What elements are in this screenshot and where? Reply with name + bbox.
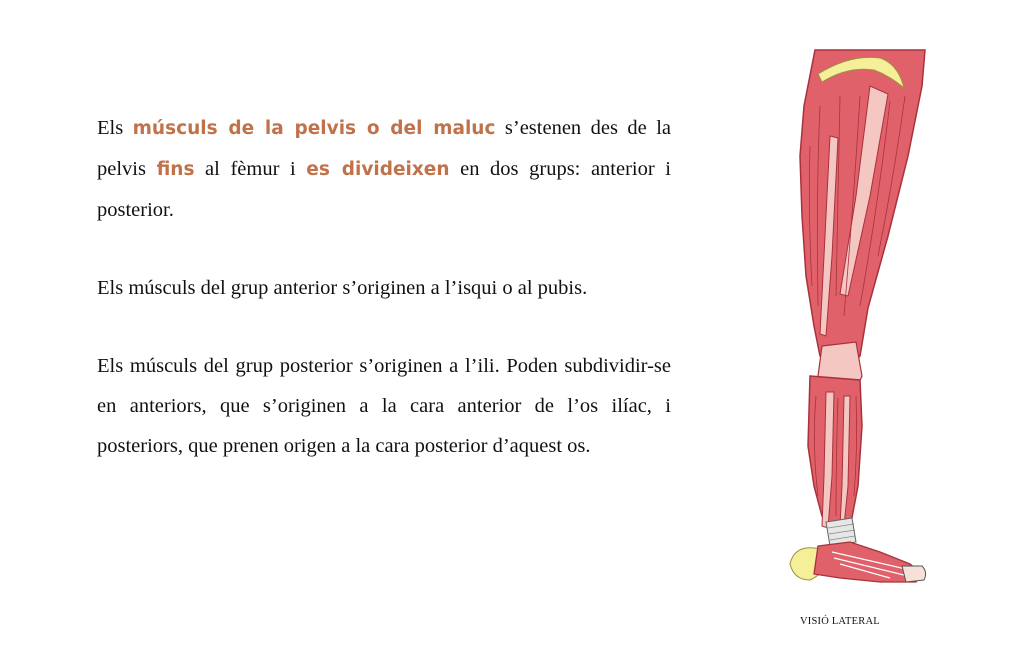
leg-muscles-illustration <box>770 46 940 596</box>
text-segment: Els músculs del grup anterior s’originen a l’isqui o al pubis. <box>97 277 588 299</box>
text-segment: en dos grups: anterior i posterior. <box>97 158 671 221</box>
text-segment: al fèmur i <box>194 158 307 180</box>
paragraph-3 <box>97 346 671 466</box>
paragraph-2 <box>97 268 671 308</box>
text-block <box>97 108 671 504</box>
figure-caption: VISIÓ LATERAL <box>800 616 880 627</box>
highlighted-term: fins <box>156 159 195 180</box>
text-segment: s’estenen des de la pelvis <box>97 117 671 180</box>
toes-shape <box>902 566 926 582</box>
text-segment: Els músculs del grup posterior s’originen a l’ili. Poden subdividir-se en anteriors, que s’originen a la cara anterior de l’os ilíac, i posteriors, que prenen origen a la cara posterior d’aquest os. <box>97 355 671 457</box>
text-segment: Els <box>97 117 133 139</box>
highlighted-term: es divideixen <box>306 159 450 180</box>
highlighted-term: músculs de la pelvis o del maluc <box>132 118 496 139</box>
leg-muscles-svg <box>770 46 940 596</box>
paragraph-1 <box>97 108 671 230</box>
